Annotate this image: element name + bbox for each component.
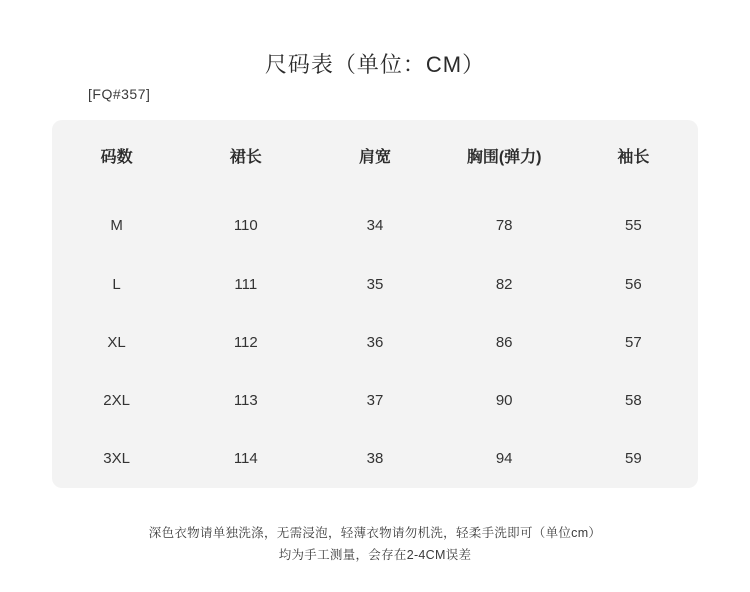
column-header-dress-length: 裙长: [229, 148, 262, 166]
cell-sleeve-length: 57: [625, 334, 642, 352]
column-header-size: 码数: [100, 148, 133, 166]
footnote-washing-instructions: 深色衣物请单独洗涤，无需浸泡，轻薄衣物请勿机洗，轻柔手洗即可（单位cm）: [148, 526, 602, 540]
footnotes: [0, 522, 750, 566]
table-row: [52, 372, 698, 430]
cell-size: 3XL: [103, 450, 130, 468]
table-row: [52, 256, 698, 314]
cell-size: L: [112, 276, 121, 294]
page-title: 尺码表（单位：CM）: [264, 52, 486, 77]
table-row: [52, 314, 698, 372]
cell-bust: 86: [495, 334, 513, 352]
cell-shoulder-width: 36: [366, 334, 384, 352]
table-header-row: [52, 120, 698, 190]
cell-dress-length: 110: [233, 217, 258, 235]
cell-shoulder-width: 34: [366, 217, 384, 235]
table-row: [52, 430, 698, 488]
cell-bust: 78: [495, 217, 513, 235]
column-header-bust: 胸围(弹力): [466, 148, 542, 166]
table-row: [52, 190, 698, 256]
cell-size: 2XL: [103, 392, 130, 410]
cell-bust: 90: [495, 392, 513, 410]
cell-shoulder-width: 38: [366, 450, 384, 468]
footnote-measurement-tolerance: 均为手工测量，会存在2-4CM误差: [278, 548, 472, 562]
cell-dress-length: 111: [234, 276, 258, 294]
cell-size: M: [110, 217, 123, 235]
product-code-label: [FQ#357]: [88, 86, 151, 102]
cell-shoulder-width: 35: [366, 276, 384, 294]
size-table: [52, 120, 698, 488]
column-header-sleeve-length: 袖长: [617, 148, 650, 166]
size-table-card: [52, 120, 698, 488]
cell-sleeve-length: 59: [625, 450, 642, 468]
cell-sleeve-length: 58: [625, 392, 642, 410]
cell-sleeve-length: 56: [625, 276, 642, 294]
cell-dress-length: 113: [233, 392, 258, 410]
cell-bust: 82: [495, 276, 513, 294]
table-header: [52, 120, 698, 190]
cell-dress-length: 112: [233, 334, 258, 352]
cell-size: XL: [107, 334, 126, 352]
table-body: [52, 190, 698, 488]
cell-dress-length: 114: [233, 450, 258, 468]
cell-sleeve-length: 55: [625, 217, 642, 235]
column-header-shoulder-width: 肩宽: [358, 148, 391, 166]
cell-shoulder-width: 37: [366, 392, 384, 410]
cell-bust: 94: [495, 450, 513, 468]
